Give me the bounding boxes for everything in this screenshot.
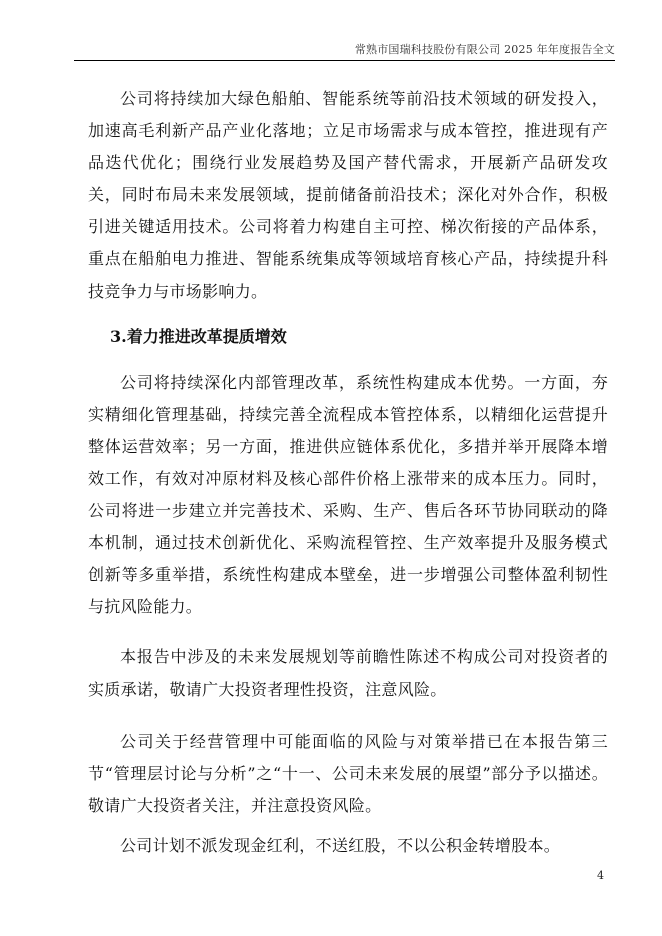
- running-header: 常熟市国瑞科技股份有限公司 2025 年年度报告全文: [354, 43, 615, 56]
- page-body: [88, 83, 608, 862]
- header-divider: [74, 60, 615, 61]
- paragraph-risk-reference: 公司关于经营管理中可能面临的风险与对策举措已在本报告第三节“管理层讨论与分析”之“十一、公司未来发展的展望”部分予以描述。敬请广大投资者关注，并注意投资风险。: [88, 731, 608, 815]
- paragraph-forward-looking-disclaimer: 本报告中涉及的未来发展规划等前瞻性陈述不构成公司对投资者的实质承诺，敬请广大投资者理性投资，注意风险。: [88, 647, 608, 699]
- paragraph-dividend-plan: 公司计划不派发现金红利，不送红股，不以公积金转增股本。: [120, 835, 561, 855]
- spacer: [88, 308, 608, 321]
- spacer: [88, 822, 608, 830]
- spacer: [88, 353, 608, 367]
- paragraph-cost-reform: 公司将持续深化内部管理改革，系统性构建成本优势。一方面，夯实精细化管理基础，持续完善全流程成本管控体系，以精细化运营提升整体运营效率；另一方面，推进供应链体系优化，多措并举开展降本增效工作，有效对冲原材料及核心部件价格上涨带来的成本压力。同时，公司将进一步建立并完善技术、采购、生产、售后各环节协同联动的降本机制，通过技术创新优化、采购流程管控、生产效率提升及服务模式创新等多重举措，系统性构建成本壁垒，进一步增强公司整体盈利韧性与抗风险能力。: [88, 372, 608, 617]
- spacer: [88, 706, 608, 726]
- paragraph-rd-investment: 公司将持续加大绿色船舶、智能系统等前沿技术领域的研发投入，加速高毛利新产品产业化落地；立足市场需求与成本管控，推进现有产品迭代优化；围绕行业发展趋势及国产替代需求，开展新产品研发攻关，同时布局未来发展领域，提前储备前沿技术；深化对外合作，积极引进关键适用技术。公司将着力构建自主可控、梯次衔接的产品体系，重点在船舶电力推进、智能系统集成等领域培育核心产品，持续提升科技竞争力与市场影响力。: [88, 89, 608, 301]
- page-number: 4: [597, 869, 604, 882]
- spacer: [88, 623, 608, 641]
- section-heading-reform: 3.着力推进改革提质增效: [110, 326, 287, 346]
